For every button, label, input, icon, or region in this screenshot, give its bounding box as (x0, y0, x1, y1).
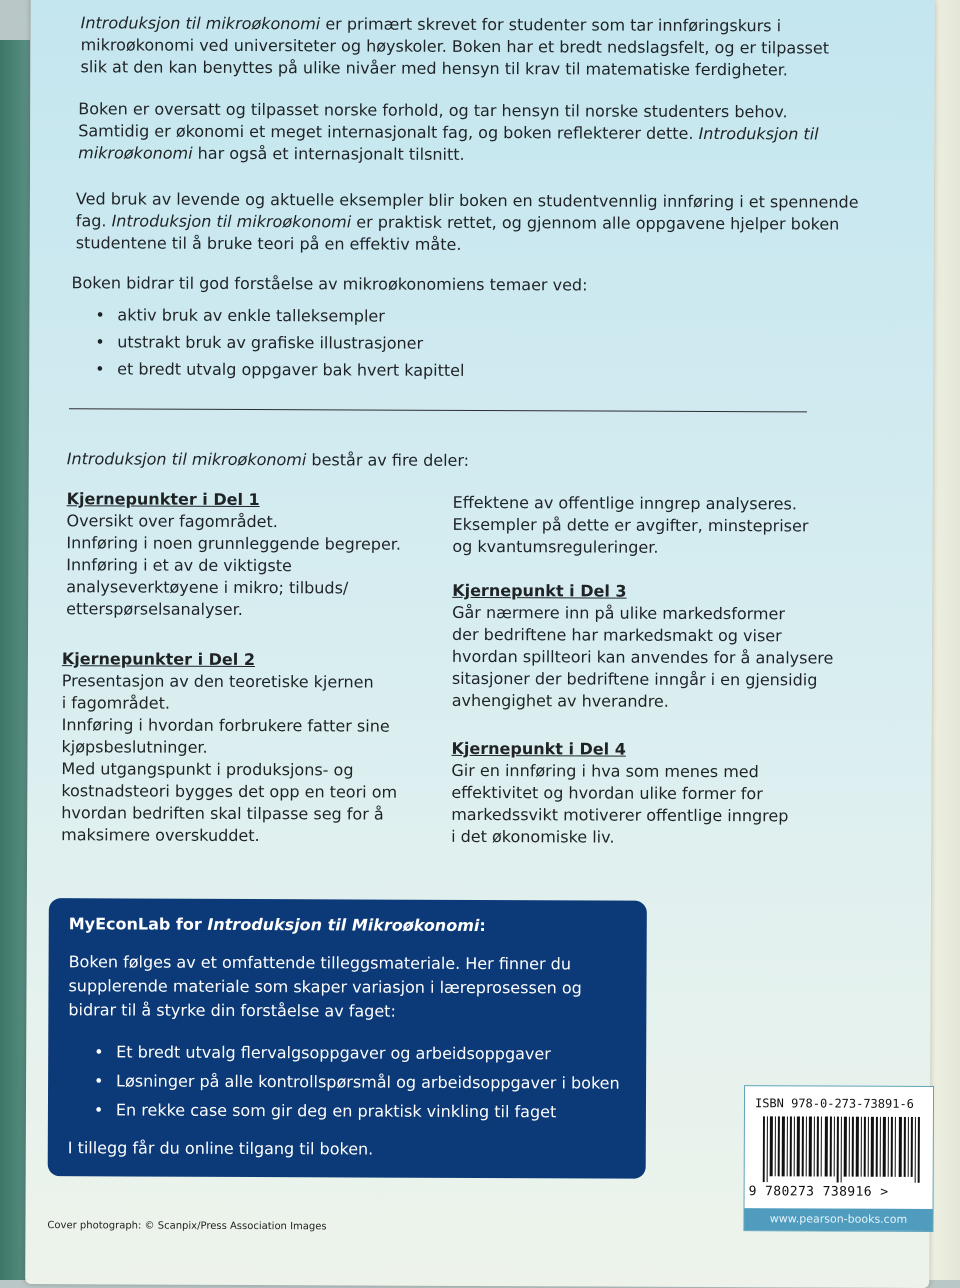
parts-lead (67, 448, 469, 472)
myeconlab-body-line: Boken følges av et omfattende tilleggsmateriale. Her finner du (68, 952, 572, 974)
del2-line: i fagområdet. (61, 693, 171, 713)
del4-section (451, 738, 831, 850)
publisher-url: www.pearson-books.com (744, 1208, 932, 1231)
isbn-barcode-box (743, 1085, 934, 1232)
text-segment: har også et internasjonalt tilsnitt. (192, 143, 465, 164)
book-title-italic: Introduksjon til (698, 123, 819, 144)
text-segment: består av fire deler: (306, 450, 470, 470)
section-divider (69, 408, 807, 412)
del2-section (61, 648, 432, 848)
intro-p2-line-2 (78, 120, 819, 145)
del2-line: Med utgangspunkt i produksjons- og (61, 759, 354, 780)
del2-line: Innføring i hvordan forbrukere fatter sine (61, 715, 390, 736)
intro-p2-line-3 (78, 142, 808, 167)
del1-line: Oversikt over fagområdet. (66, 511, 278, 532)
text-segment: fag. (75, 211, 112, 231)
barcode-icon (763, 1116, 923, 1183)
intro-p1-line-2: mikroøkonomi ved universiteter og høyskoler. Boken har et bredt nedslagsfelt, og er tilpasset (80, 35, 830, 58)
barcode-digits: 9 780273 738916 > (748, 1184, 889, 1200)
del2-line: Presentasjon av den teoretiske kjernen (61, 671, 374, 692)
book-title-italic: Introduksjon til mikroøkonomi (66, 449, 307, 470)
del2-line: kostnadsteori bygges det opp en teori om (61, 781, 398, 802)
intro-paragraph-1 (80, 12, 830, 81)
text-segment: Samtidig er økonomi et meget internasjonalt fag, og boken reflekterer dette. (78, 121, 699, 143)
del3-line: hvordan spillteori kan anvendes for å analysere (451, 646, 834, 668)
text-segment: er primært skrevet for studenter som tar innføringskurs i (320, 14, 782, 36)
intro-p3-line-1: Ved bruk av levende og aktuelle eksempler blir boken en studentvennlig innføring i et spennende (75, 189, 859, 212)
del4-line: effektivitet og hvordan ulike former for (451, 782, 763, 804)
del1-line: Innføring i noen grunnleggende begreper. (66, 533, 402, 554)
myeconlab-title-colon: : (479, 916, 486, 936)
intro-p3-line-2 (75, 210, 840, 235)
intro-p1-line-1 (81, 12, 811, 37)
del2-heading: Kjernepunkter i Del 2 (61, 649, 256, 670)
intro-p3-line-3: studentene til å bruke teori på en effektiv måte. (75, 233, 462, 254)
myeconlab-title (69, 912, 486, 938)
myeconlab-body-line: supplerende materiale som skaper variasjon i læreprosessen og (68, 976, 582, 998)
intro-paragraph-2 (78, 98, 819, 167)
intro-p1-line-3: slik at den kan benyttes på ulike nivåer med hensyn til krav til matematiske ferdigheter. (80, 57, 788, 80)
book-title-italic: mikroøkonomi (78, 143, 193, 163)
del2-line: kjøpsbeslutninger. (61, 737, 208, 757)
del3-line: der bedriftene har markedsmakt og viser (451, 624, 782, 646)
myeconlab-footer: I tillegg får du online tilgang til boken. (67, 1138, 374, 1159)
del3-line: avhengighet av hverandre. (451, 690, 669, 711)
del3-line: sitasjoner der bedriftene inngår i en gjensidig (451, 668, 818, 690)
isbn-label: ISBN 978-0-273-73891-6 (754, 1096, 914, 1111)
book-title-italic: Introduksjon til mikroøkonomi (111, 211, 352, 232)
del2-cont-line: Effektene av offentlige inngrep analyseres. (452, 492, 798, 514)
del1-line: Innføring i et av de viktigste (66, 555, 292, 576)
del1-section (66, 488, 427, 622)
back-cover (25, 0, 935, 1288)
intro-paragraph-3 (75, 188, 859, 257)
del2-cont-line: og kvantumsreguleringer. (452, 536, 659, 557)
del2-line: maksimere overskuddet. (61, 825, 260, 846)
topics-bullet: • et bredt utvalg oppgaver bak hvert kapittel (89, 358, 464, 387)
book-title-italic: Introduksjon til mikroøkonomi (80, 13, 321, 34)
myeconlab-bullet: • Et bredt utvalg flervalgsoppgaver og arbeidsoppgaver (88, 1040, 620, 1071)
del4-line: markedssvikt motiverer offentlige inngrep (451, 804, 789, 826)
intro-p2-line-1: Boken er oversatt og tilpasset norske forhold, og tar hensyn til norske studenters behov. (78, 99, 788, 122)
topics-lead: Boken bidrar til god forståelse av mikroøkonomiens temaer ved: (71, 273, 588, 295)
myeconlab-title-bold: MyEconLab for (68, 914, 208, 934)
myeconlab-panel (48, 898, 647, 1179)
del3-line: Går nærmere inn på ulike markedsformer (452, 602, 786, 624)
topics-bullet: • aktiv bruk av enkle talleksempler (89, 304, 464, 333)
topics-bullet: • utstrakt bruk av grafiske illustrasjoner (89, 331, 464, 360)
del3-section (452, 580, 833, 714)
myeconlab-body (68, 950, 582, 1024)
myeconlab-title-italic: Introduksjon til Mikroøkonomi (207, 914, 480, 935)
myeconlab-bullet: • Løsninger på alle kontrollspørsmål og arbeidsoppgaver i boken (88, 1069, 620, 1100)
del2-cont-line: Eksempler på dette er avgifter, minstepriser (452, 514, 809, 536)
del2-continued (452, 492, 832, 560)
topics-bullet-list (89, 304, 465, 387)
del1-heading: Kjernepunkter i Del 1 (66, 489, 260, 510)
myeconlab-bullet: • En rekke case som gir deg en praktisk vinkling til faget (88, 1098, 620, 1129)
del4-line: Gir en innføring i hva som menes med (451, 760, 759, 782)
text-segment: er praktisk rettet, og gjennom alle oppgavene hjelper boken (351, 212, 840, 234)
del4-line: i det økonomiske liv. (451, 826, 615, 847)
cover-photo-credit: Cover photograph: © Scanpix/Press Association Images (47, 1220, 327, 1233)
del2-line: hvordan bedriften skal tilpasse seg for å (61, 803, 384, 824)
del1-line: analyseverktøyene i mikro; tilbuds/ (66, 577, 349, 598)
myeconlab-bullet-list (88, 1040, 620, 1129)
del1-line: etterspørselsanalyser. (66, 599, 243, 619)
del3-heading: Kjernepunkt i Del 3 (452, 580, 627, 601)
del4-heading: Kjernepunkt i Del 4 (451, 738, 626, 759)
myeconlab-body-line: bidrar til å styrke din forståelse av faget: (68, 1000, 396, 1021)
